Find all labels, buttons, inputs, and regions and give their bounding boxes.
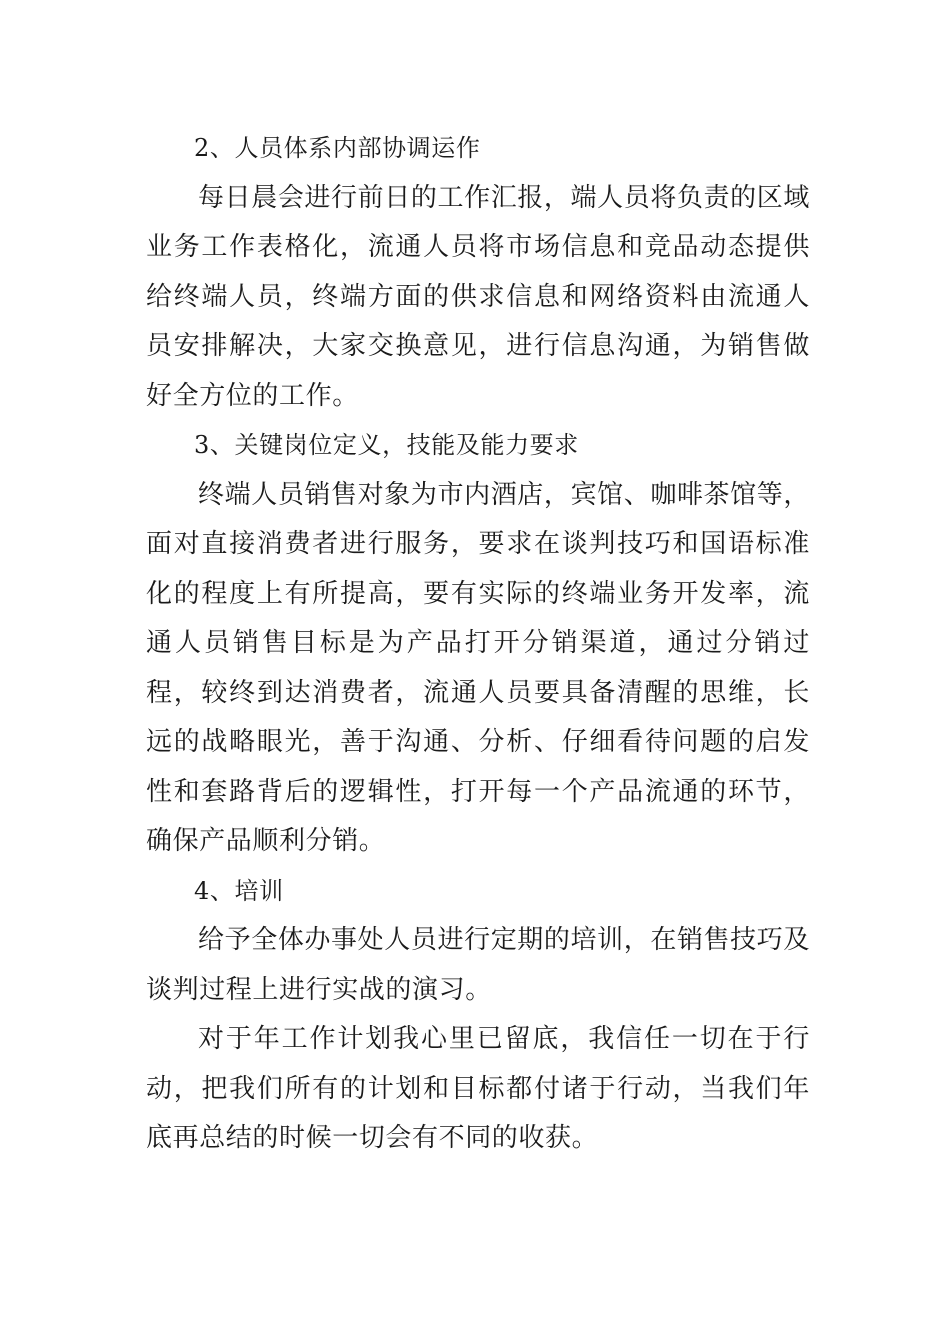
paragraph-training: 给予全体办事处人员进行定期的培训，在销售技巧及谈判过程上进行实战的演习。	[146, 925, 810, 1005]
section-heading-key-positions: 3、关键岗位定义，技能及能力要求	[194, 431, 579, 459]
section-heading-training: 4、培训	[194, 876, 284, 905]
section-heading-coordination: 2、人员体系内部协调运作	[194, 134, 481, 162]
document-body	[146, 124, 810, 1164]
paragraph-coordination: 每日晨会进行前日的工作汇报，端人员将负责的区域业务工作表格化，流通人员将市场信息和竞品动态提供给终端人员，终端方面的供求信息和网络资料由流通人员安排解决，大家交换意见，进行信息沟通，为销售做好全方位的工作。	[146, 182, 810, 411]
paragraph-key-positions: 终端人员销售对象为市内酒店，宾馆、咖啡茶馆等，面对直接消费者进行服务，要求在谈判技巧和国语标准化的程度上有所提高，要有实际的终端业务开发率，流通人员销售目标是为产品打开分销渠道，通过分销过程，较终到达消费者，流通人员要具备清醒的思维，长远的战略眼光，善于沟通、分析、仔细看待问题的启发性和套路背后的逻辑性，打开每一个产品流通的环节，确保产品顺利分销。	[146, 479, 810, 856]
paragraph-conclusion: 对于年工作计划我心里已留底，我信任一切在于行动，把我们所有的计划和目标都付诸于行动，当我们年底再总结的时候一切会有不同的收获。	[146, 1024, 810, 1153]
